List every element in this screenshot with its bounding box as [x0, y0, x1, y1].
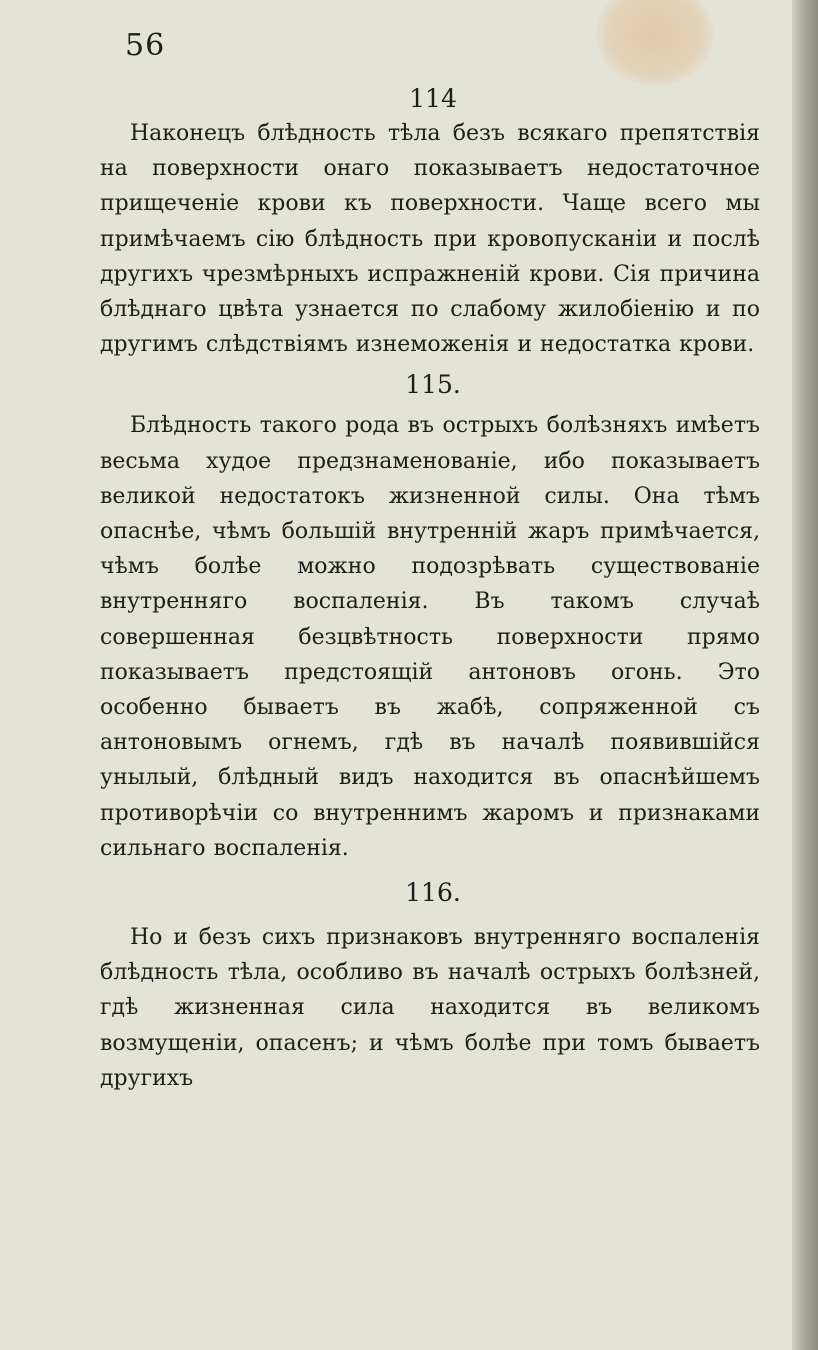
text-block	[100, 82, 760, 1096]
section-number-115: 115.	[405, 370, 461, 400]
paper-stain	[596, 0, 714, 86]
page-edge-shadow	[792, 0, 818, 1350]
section-114-paragraph: Наконецъ блѣдность тѣла безъ всякаго препятствія на поверхности онаго показываетъ недостаточное прищеченіе крови къ поверхности. Чаще всего мы примѣчаемъ сію блѣдность при кровопусканіи и послѣ другихъ чрезмѣрныхъ испражненій крови. Сія причина блѣднаго цвѣта узнается по слабому жилобіенію и по другимъ слѣдствіямъ изнеможенія и недостатка крови.	[100, 121, 760, 358]
section-115-paragraph: Блѣдность такого рода въ острыхъ болѣзняхъ имѣетъ весьма худое предзнаменованіе, ибо показываетъ великой недостатокъ жизненной силы. Она тѣмъ опаснѣе, чѣмъ большій внутренній жаръ примѣчается, чѣмъ болѣе можно подозрѣвать существованіе внутренняго воспаленія. Въ такомъ случаѣ совершенная безцвѣтность поверхности прямо показываетъ предстоящій антоновъ огонь. Это особенно бываетъ въ жабѣ, сопряженной съ антоновымъ огнемъ, гдѣ въ началѣ появившійся унылый, блѣдный видъ находится въ опаснѣйшемъ противорѣчіи со внутреннимъ жаромъ и признаками сильнаго воспаленія.	[100, 413, 760, 861]
section-number-114: 114	[409, 84, 457, 113]
section-number-116: 116.	[405, 878, 461, 908]
section-116-paragraph: Но и безъ сихъ признаковъ внутренняго воспаленія блѣдность тѣла, особливо въ началѣ острыхъ болѣзней, гдѣ жизненная сила находится въ великомъ возмущеніи, опасенъ; и чѣмъ болѣе при томъ бываетъ другихъ	[100, 925, 760, 1091]
page-number: 56	[125, 28, 166, 63]
